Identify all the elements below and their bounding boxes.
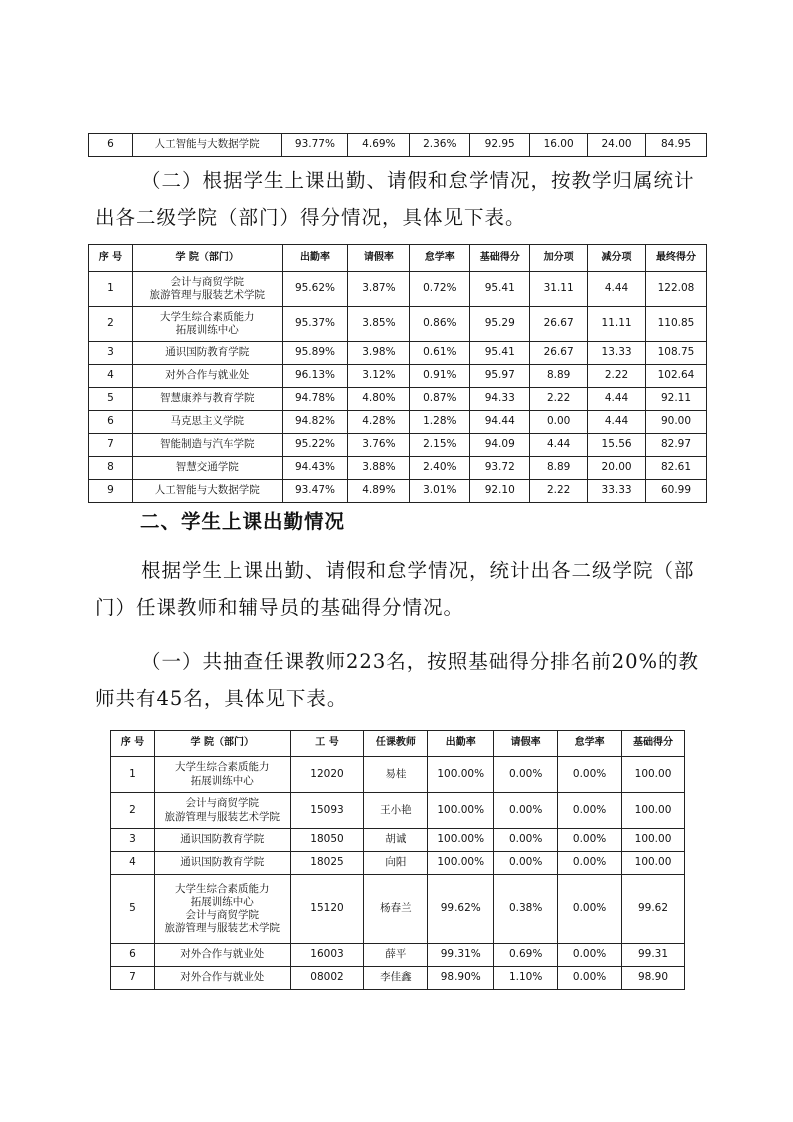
- cell-base: 95.97: [470, 365, 530, 388]
- table-row: [89, 272, 707, 307]
- cell-no: 8: [89, 457, 133, 480]
- cell-minus: 33.33: [588, 480, 646, 503]
- cell-college: [132, 411, 282, 434]
- col-header-college: 学 院（部门）: [154, 731, 290, 757]
- cell-attend: 94.43%: [282, 457, 348, 480]
- cell-no: 4: [111, 852, 155, 875]
- col-header-no: 序 号: [111, 731, 155, 757]
- college-name-line: 对外合作与就业处: [180, 948, 265, 961]
- cell-id: 15093: [290, 793, 364, 829]
- cell-leave: 4.80%: [348, 388, 410, 411]
- cell-no: 2: [111, 793, 155, 829]
- cell-no: 7: [111, 967, 155, 990]
- cell-college: [154, 793, 290, 829]
- cell-plus: 31.11: [530, 272, 588, 307]
- cell-truancy: 2.15%: [410, 434, 470, 457]
- col-header-base: 基础得分: [470, 245, 530, 272]
- cell-base: 92.95: [470, 134, 530, 157]
- college-name-line: 会计与商贸学院: [170, 275, 244, 288]
- cell-plus: 26.67: [530, 342, 588, 365]
- cell-base: 94.44: [470, 411, 530, 434]
- table-row: [111, 852, 685, 875]
- cell-base: 100.00: [622, 829, 685, 852]
- cell-leave: 0.00%: [494, 757, 558, 793]
- cell-teacher: 向阳: [364, 852, 428, 875]
- cell-base: 99.31: [622, 944, 685, 967]
- cell-leave: 0.00%: [494, 793, 558, 829]
- cell-minus: 4.44: [588, 272, 646, 307]
- cell-plus: 8.89: [530, 365, 588, 388]
- college-name-line: 拓展训练中心: [175, 324, 239, 336]
- cell-base: 95.41: [470, 272, 530, 307]
- cell-final: 60.99: [646, 480, 707, 503]
- cell-final: 82.61: [646, 457, 707, 480]
- cell-college: [154, 967, 290, 990]
- college-name-line: 马克思主义学院: [170, 415, 244, 428]
- cell-leave: 3.76%: [348, 434, 410, 457]
- cell-no: 1: [89, 272, 133, 307]
- col-header-base: 基础得分: [622, 731, 685, 757]
- table-row: [89, 388, 707, 411]
- cell-truancy: 3.01%: [410, 480, 470, 503]
- cell-base: 95.41: [470, 342, 530, 365]
- cell-truancy: 0.86%: [410, 307, 470, 342]
- cell-no: 5: [111, 875, 155, 944]
- cell-base: 95.29: [470, 307, 530, 342]
- cell-leave: 0.69%: [494, 944, 558, 967]
- cell-teacher: 王小艳: [364, 793, 428, 829]
- cell-truancy: 1.28%: [410, 411, 470, 434]
- cell-no: 7: [89, 434, 133, 457]
- college-name-line: 会计与商贸学院: [185, 797, 259, 810]
- cell-no: 4: [89, 365, 133, 388]
- table-row: [89, 457, 707, 480]
- cell-attend: 96.13%: [282, 365, 348, 388]
- cell-base: 99.62: [622, 875, 685, 944]
- col-header-leave: 请假率: [494, 731, 558, 757]
- cell-minus: 4.44: [588, 388, 646, 411]
- cell-college: [154, 944, 290, 967]
- cell-college: [132, 342, 282, 365]
- cell-attend: 98.90%: [428, 967, 494, 990]
- cell-college: [132, 307, 282, 342]
- cell-teacher: 李佳鑫: [364, 967, 428, 990]
- table-header-row: [111, 731, 685, 757]
- paragraph-college-scores: （二）根据学生上课出勤、请假和怠学情况，按教学归属统计出各二级学院（部门）得分情况，具体见下表。: [95, 169, 695, 229]
- cell-plus: 2.22: [530, 480, 588, 503]
- section-heading: 二、学生上课出勤情况: [140, 510, 346, 533]
- col-header-no: 序 号: [89, 245, 133, 272]
- col-header-id: 工 号: [290, 731, 364, 757]
- cell-minus: 20.00: [588, 457, 646, 480]
- cell-leave: 0.00%: [494, 829, 558, 852]
- cell-teacher: 易桂: [364, 757, 428, 793]
- cell-minus: 15.56: [588, 434, 646, 457]
- cell-leave: 4.89%: [348, 480, 410, 503]
- cell-attend: 95.62%: [282, 272, 348, 307]
- cell-no: 3: [111, 829, 155, 852]
- college-name-line: 通识国防教育学院: [180, 856, 265, 869]
- cell-college: [132, 134, 282, 157]
- college-name-line: 人工智能与大数据学院: [154, 484, 260, 497]
- col-header-plus: 加分项: [530, 245, 588, 272]
- table-row: [89, 365, 707, 388]
- cell-id: 15120: [290, 875, 364, 944]
- cell-college: [132, 480, 282, 503]
- cell-minus: 4.44: [588, 411, 646, 434]
- cell-base: 93.72: [470, 457, 530, 480]
- table-row: [111, 875, 685, 944]
- cell-final: 84.95: [646, 134, 707, 157]
- cell-college: [154, 875, 290, 944]
- paragraph-teacher-sample: （一）共抽查任课教师223名，按照基础得分排名前20%的教师共有45名，具体见下表。: [95, 650, 700, 710]
- cell-attend: 99.62%: [428, 875, 494, 944]
- cell-attend: 95.89%: [282, 342, 348, 365]
- college-name-line: 会计与商贸学院: [185, 909, 259, 921]
- cell-leave: 3.88%: [348, 457, 410, 480]
- table-row: [111, 829, 685, 852]
- cell-final: 82.97: [646, 434, 707, 457]
- cell-truancy: 2.40%: [410, 457, 470, 480]
- table-row: [111, 944, 685, 967]
- college-name-line: 通识国防教育学院: [165, 346, 250, 359]
- cell-no: 2: [89, 307, 133, 342]
- cell-final: 108.75: [646, 342, 707, 365]
- cell-id: 18050: [290, 829, 364, 852]
- cell-minus: 13.33: [588, 342, 646, 365]
- cell-final: 110.85: [646, 307, 707, 342]
- table-header-row: [89, 245, 707, 272]
- college-name-line: 通识国防教育学院: [180, 833, 265, 846]
- cell-leave: 3.12%: [348, 365, 410, 388]
- college-score-table: [88, 244, 707, 503]
- cell-college: [132, 272, 282, 307]
- table-row: [89, 411, 707, 434]
- cell-teacher: 薛平: [364, 944, 428, 967]
- cell-truancy: 0.00%: [558, 967, 622, 990]
- college-name-line: 旅游管理与服装艺术学院: [164, 922, 280, 935]
- college-name-line: 人工智能与大数据学院: [154, 138, 260, 151]
- college-name-line: 智慧交通学院: [175, 461, 239, 474]
- college-name-line: 智慧康养与教育学院: [159, 392, 255, 405]
- cell-truancy: 0.72%: [410, 272, 470, 307]
- cell-attend: 93.77%: [282, 134, 348, 157]
- cell-truancy: 0.00%: [558, 852, 622, 875]
- cell-attend: 95.22%: [282, 434, 348, 457]
- cell-base: 100.00: [622, 852, 685, 875]
- cell-attend: 99.31%: [428, 944, 494, 967]
- cell-leave: 1.10%: [494, 967, 558, 990]
- cell-leave: 0.00%: [494, 852, 558, 875]
- college-name-line: 旅游管理与服装艺术学院: [164, 810, 280, 823]
- cell-no: 3: [89, 342, 133, 365]
- cell-leave: 3.98%: [348, 342, 410, 365]
- college-name-line: 旅游管理与服装艺术学院: [149, 289, 265, 301]
- cell-leave: 3.87%: [348, 272, 410, 307]
- cell-college: [132, 365, 282, 388]
- college-name-line: 智能制造与汽车学院: [159, 438, 255, 451]
- cell-final: 102.64: [646, 365, 707, 388]
- table-row: [89, 134, 707, 157]
- cell-plus: 26.67: [530, 307, 588, 342]
- college-name-line: 拓展训练中心: [190, 895, 254, 908]
- col-header-attend: 出勤率: [428, 731, 494, 757]
- table-row: [111, 967, 685, 990]
- cell-attend: 100.00%: [428, 852, 494, 875]
- cell-no: 1: [111, 757, 155, 793]
- col-header-leave: 请假率: [348, 245, 410, 272]
- cell-minus: 2.22: [588, 365, 646, 388]
- college-name-line: 对外合作与就业处: [180, 971, 265, 984]
- cell-truancy: 0.87%: [410, 388, 470, 411]
- cell-attend: 95.37%: [282, 307, 348, 342]
- cell-teacher: 胡诚: [364, 829, 428, 852]
- college-name-line: 大学生综合素质能力: [174, 882, 270, 895]
- col-header-college: 学 院（部门）: [132, 245, 282, 272]
- cell-base: 100.00: [622, 793, 685, 829]
- col-header-teacher: 任课教师: [364, 731, 428, 757]
- cell-base: 100.00: [622, 757, 685, 793]
- cell-no: 6: [89, 134, 133, 157]
- cell-leave: 4.28%: [348, 411, 410, 434]
- cell-leave: 4.69%: [348, 134, 410, 157]
- col-header-minus: 减分项: [588, 245, 646, 272]
- col-header-final: 最终得分: [646, 245, 707, 272]
- previous-table-continuation: [88, 133, 707, 157]
- cell-college: [132, 457, 282, 480]
- cell-no: 6: [89, 411, 133, 434]
- col-header-truancy: 怠学率: [558, 731, 622, 757]
- cell-attend: 94.78%: [282, 388, 348, 411]
- teacher-score-table: [110, 730, 685, 990]
- cell-id: 12020: [290, 757, 364, 793]
- cell-id: 08002: [290, 967, 364, 990]
- cell-leave: 3.85%: [348, 307, 410, 342]
- cell-final: 90.00: [646, 411, 707, 434]
- cell-truancy: 2.36%: [410, 134, 470, 157]
- cell-truancy: 0.00%: [558, 793, 622, 829]
- cell-final: 92.11: [646, 388, 707, 411]
- table-row: [111, 757, 685, 793]
- cell-truancy: 0.91%: [410, 365, 470, 388]
- cell-base: 94.33: [470, 388, 530, 411]
- cell-plus: 2.22: [530, 388, 588, 411]
- cell-leave: 0.38%: [494, 875, 558, 944]
- cell-base: 92.10: [470, 480, 530, 503]
- cell-attend: 100.00%: [428, 829, 494, 852]
- cell-attend: 93.47%: [282, 480, 348, 503]
- cell-attend: 94.82%: [282, 411, 348, 434]
- cell-attend: 100.00%: [428, 793, 494, 829]
- table-row: [111, 793, 685, 829]
- cell-attend: 100.00%: [428, 757, 494, 793]
- cell-truancy: 0.00%: [558, 875, 622, 944]
- college-name-line: 大学生综合素质能力: [174, 761, 270, 774]
- cell-truancy: 0.00%: [558, 757, 622, 793]
- table-row: [89, 434, 707, 457]
- cell-minus: 24.00: [588, 134, 646, 157]
- cell-college: [132, 388, 282, 411]
- cell-base: 94.09: [470, 434, 530, 457]
- cell-college: [154, 852, 290, 875]
- cell-minus: 11.11: [588, 307, 646, 342]
- college-name-line: 大学生综合素质能力: [159, 310, 255, 323]
- cell-no: 9: [89, 480, 133, 503]
- cell-base: 98.90: [622, 967, 685, 990]
- cell-college: [154, 757, 290, 793]
- college-name-line: 拓展训练中心: [190, 774, 254, 787]
- cell-plus: 8.89: [530, 457, 588, 480]
- cell-id: 18025: [290, 852, 364, 875]
- cell-college: [132, 434, 282, 457]
- col-header-attend: 出勤率: [282, 245, 348, 272]
- cell-truancy: 0.00%: [558, 944, 622, 967]
- table-row: [89, 342, 707, 365]
- table-row: [89, 480, 707, 503]
- col-header-truancy: 怠学率: [410, 245, 470, 272]
- cell-id: 16003: [290, 944, 364, 967]
- cell-plus: 4.44: [530, 434, 588, 457]
- cell-no: 6: [111, 944, 155, 967]
- cell-final: 122.08: [646, 272, 707, 307]
- cell-college: [154, 829, 290, 852]
- cell-truancy: 0.61%: [410, 342, 470, 365]
- cell-plus: 0.00: [530, 411, 588, 434]
- cell-truancy: 0.00%: [558, 829, 622, 852]
- cell-plus: 16.00: [530, 134, 588, 157]
- paragraph-attendance-intro: 根据学生上课出勤、请假和怠学情况，统计出各二级学院（部门）任课教师和辅导员的基础得分情况。: [95, 559, 695, 619]
- college-name-line: 对外合作与就业处: [165, 369, 250, 382]
- table-row: [89, 307, 707, 342]
- cell-no: 5: [89, 388, 133, 411]
- cell-teacher: 杨春兰: [364, 875, 428, 944]
